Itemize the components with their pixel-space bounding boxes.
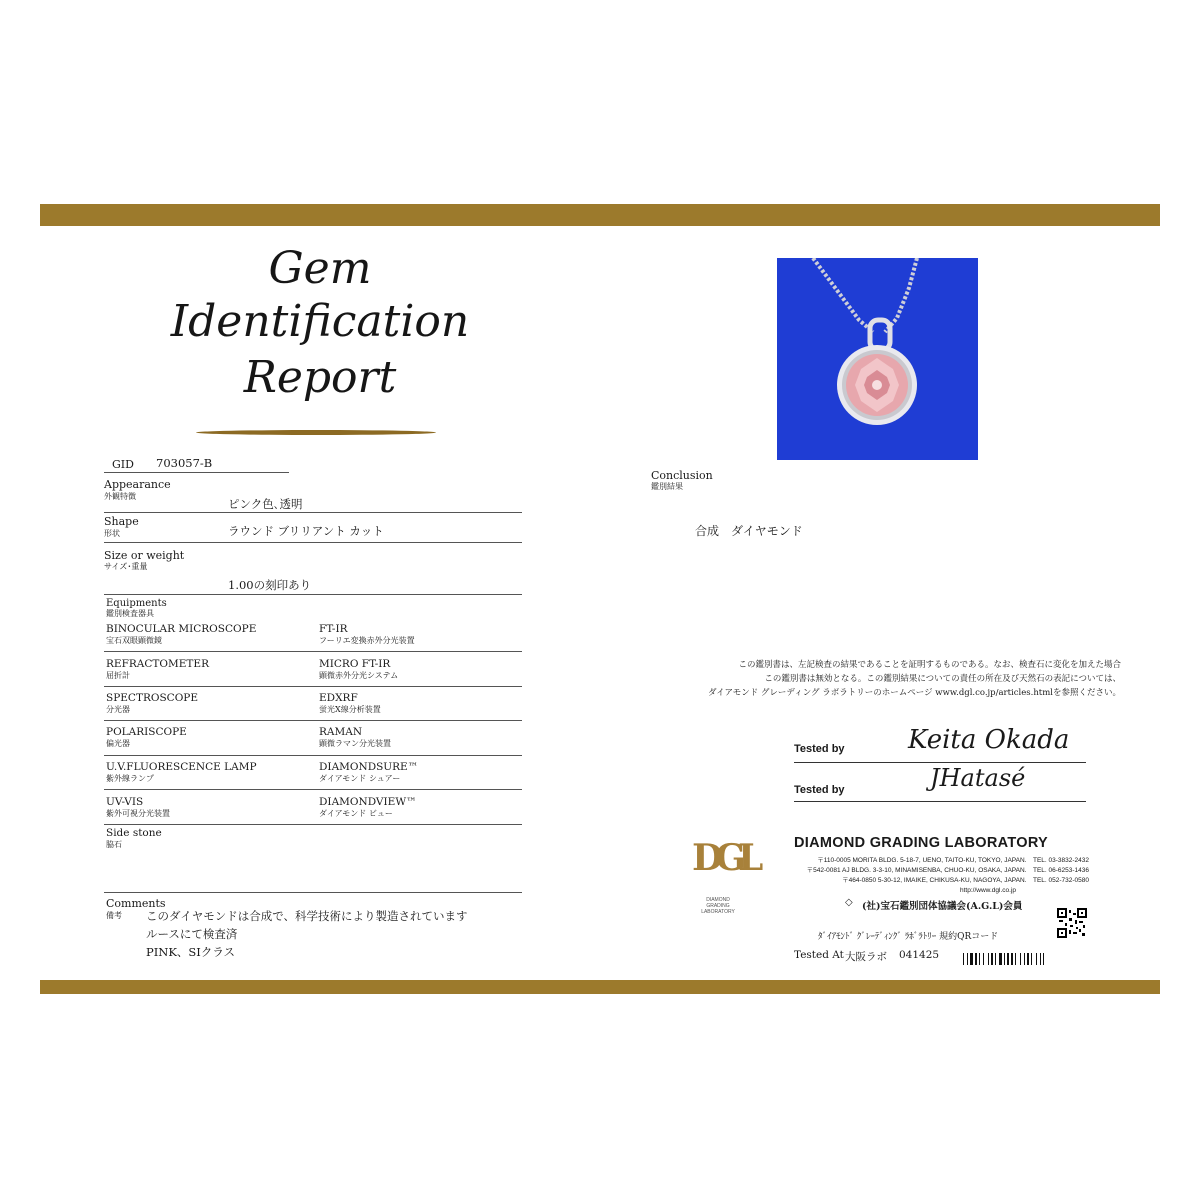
title-line-1: Gem — [268, 243, 372, 294]
logo-caption: LABORATORY — [701, 909, 735, 915]
equipment-left: SPECTROSCOPE — [106, 692, 199, 704]
tested-at-value: 大阪ラボ — [845, 951, 887, 963]
equipment-left: POLARISCOPE — [106, 726, 187, 738]
equipment-rule — [104, 824, 522, 825]
disclaimer-line: ダイアモンド グレーディング ラボラトリーのホームページ www.dgl.co.jp/articles.htmlを参照ください。 — [707, 688, 1121, 698]
logo-caption: DIAMOND — [706, 897, 730, 903]
equipment-right-jp: 蛍光X線分析装置 — [319, 705, 381, 714]
title-underline — [196, 430, 436, 435]
comment-line: PINK、SIクラス — [146, 945, 236, 959]
size-label: Size or weight — [104, 549, 185, 562]
equipments-label-jp: 鑑別検査器具 — [106, 609, 154, 618]
size-value: 1.00の刻印あり — [228, 578, 312, 592]
equipment-right: DIAMONDVIEW™ — [319, 796, 417, 808]
equipment-left-jp: 偏光器 — [106, 739, 130, 748]
equipment-left-jp: 紫外可視分光装置 — [106, 809, 170, 818]
equipment-right: DIAMONDSURE™ — [319, 761, 419, 773]
comments-label-jp: 備考 — [106, 911, 122, 920]
logo-caption: GRADING — [706, 903, 730, 909]
pendant-illustration — [777, 258, 978, 460]
appearance-label-jp: 外観特徴 — [104, 492, 136, 501]
lab-address: 〒464-0850 5-30-12, IMAIKE, CHIKUSA-KU, NAGOYA, JAPAN. TEL. 052-732-0580 — [842, 877, 1089, 884]
equipment-right-jp: 顕微赤外分光システム — [319, 671, 399, 680]
size-rule — [104, 594, 522, 595]
dgl-logo — [690, 833, 770, 923]
equipment-left: BINOCULAR MICROSCOPE — [106, 623, 257, 635]
lab-address: 〒542-0081 AJ BLDG. 3-3-10, MINAMISENBA, CHUO-KU, OSAKA, JAPAN. TEL. 06-6253-1436 — [806, 867, 1089, 874]
title-line-3: Report — [243, 352, 397, 403]
side-stone-label: Side stone — [106, 827, 162, 839]
equipment-left: REFRACTOMETER — [106, 658, 209, 670]
side-stone-rule — [104, 892, 522, 893]
appearance-label: Appearance — [104, 478, 171, 491]
side-stone-label-jp: 脇石 — [106, 840, 122, 849]
equipment-left-jp: 屈折計 — [106, 671, 130, 680]
tested-by-label: Tested by — [794, 784, 845, 796]
top-gold-band — [40, 204, 1160, 226]
signature-okada: Keita Okada — [908, 725, 1070, 755]
shape-value: ラウンド ブリリアント カット — [228, 524, 384, 538]
comment-line: ルースにて検査済 — [146, 927, 238, 941]
appearance-rule — [104, 512, 522, 513]
equipment-right: FT-IR — [319, 623, 348, 635]
equipment-right-jp: ダイアモンド ビュー — [319, 809, 393, 818]
conclusion-label-jp: 鑑別結果 — [651, 482, 683, 491]
equipment-right-jp: フーリエ変換赤外分光装置 — [319, 636, 415, 645]
equipment-rule — [104, 686, 522, 687]
comment-line: このダイヤモンドは合成で、科学技術により製造されています — [146, 909, 468, 923]
barcode-icon — [963, 950, 1089, 962]
equipment-right-jp: ダイアモンド シュアー — [319, 774, 401, 783]
equipments-label: Equipments — [106, 598, 167, 609]
member-text: (社)宝石鑑別団体協議会(A.G.L)会員 — [862, 901, 1023, 912]
report-code: 041425 — [899, 949, 940, 961]
disclaimer-line: この鑑別書は無効となる。この鑑別結果についての責任の所在及び天然石の表記については、 — [764, 674, 1121, 684]
equipment-rule — [104, 651, 522, 652]
size-label-jp: サイズ･重量 — [104, 562, 148, 571]
signature-rule — [794, 801, 1086, 802]
shape-label-jp: 形状 — [104, 529, 120, 538]
shape-rule — [104, 542, 522, 543]
pendant-photo — [777, 258, 978, 460]
equipment-rule — [104, 789, 522, 790]
diamond-icon: ◇ — [845, 897, 853, 908]
equipment-left: UV-VIS — [106, 796, 144, 808]
gid-value: 703057-B — [156, 456, 213, 470]
conclusion-label: Conclusion — [651, 469, 713, 482]
signature-rule — [794, 762, 1086, 763]
bottom-gold-band — [40, 980, 1160, 994]
disclaimer-line: この鑑別書は、左記検査の結果であることを証明するものである。なお、検査石に変化を加えた場合 — [738, 660, 1121, 670]
appearance-value: ピンク色､透明 — [228, 497, 303, 511]
equipment-right: RAMAN — [319, 726, 363, 738]
equipment-right: MICRO FT-IR — [319, 658, 391, 670]
equipment-right-jp: 顕微ラマン分光装置 — [319, 739, 391, 748]
lab-name: DIAMOND GRADING LABORATORY — [794, 835, 1049, 851]
dgl-logo-letters: DGL — [692, 837, 756, 879]
shape-label: Shape — [104, 515, 139, 528]
gid-label: GID — [112, 458, 134, 471]
equipment-right: EDXRF — [319, 692, 358, 704]
equipment-left-jp: 紫外線ランプ — [106, 774, 154, 783]
equipment-rule — [104, 720, 522, 721]
gid-rule — [104, 472, 289, 473]
lab-url: http://www.dgl.co.jp — [960, 887, 1016, 894]
tested-by-label: Tested by — [794, 743, 845, 755]
title-line-2: Identification — [170, 296, 470, 347]
equipment-left-jp: 宝石双眼顕微鏡 — [106, 636, 162, 645]
lab-address: 〒110-0005 MORITA BLDG. 5-18-7, UENO, TAITO-KU, TOKYO, JAPAN. TEL. 03-3832-2432 — [817, 857, 1089, 864]
equipment-left-jp: 分光器 — [106, 705, 130, 714]
qr-caption: ﾀﾞｲｱﾓﾝﾄﾞ ｸﾞﾚｰﾃﾞｨﾝｸﾞ ﾗﾎﾞﾗﾄﾘｰ 規約QRコード — [818, 932, 999, 942]
equipment-rule — [104, 755, 522, 756]
qr-code-icon — [1057, 908, 1087, 938]
signature-hatase: JHatasé — [930, 764, 1026, 792]
tested-at-label: Tested At — [794, 949, 844, 961]
equipment-left: U.V.FLUORESCENCE LAMP — [106, 761, 257, 773]
comments-label: Comments — [106, 897, 166, 910]
conclusion-value: 合成 ダイヤモンド — [695, 524, 803, 538]
